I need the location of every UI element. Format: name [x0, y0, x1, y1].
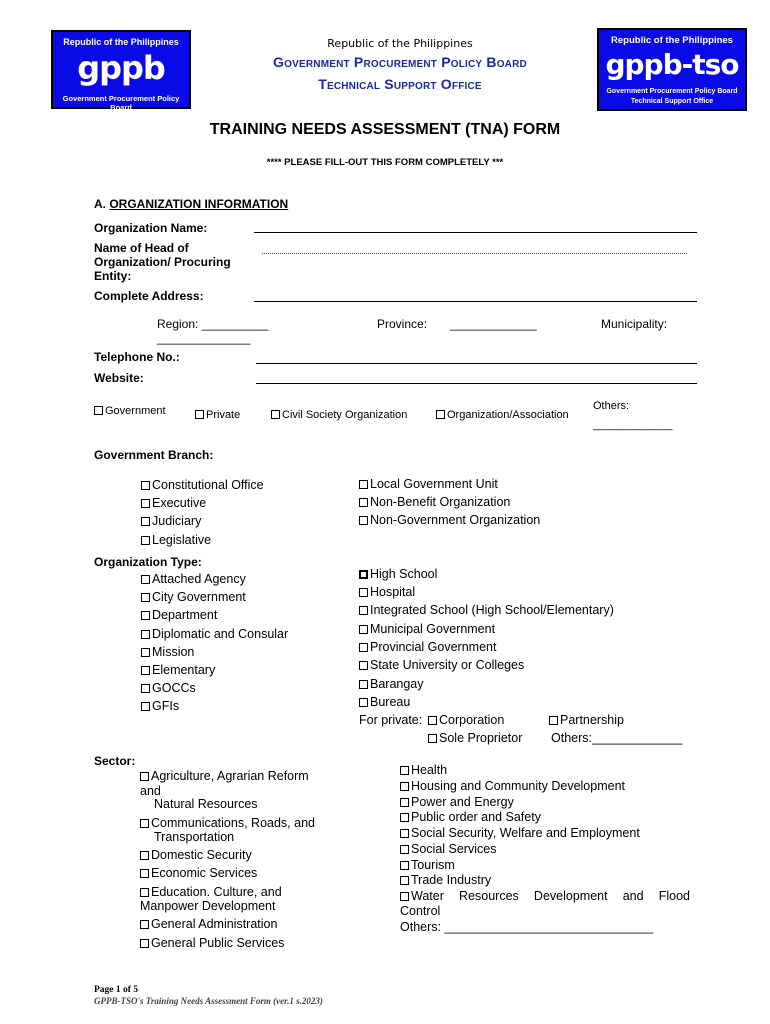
- checkbox-box: [141, 648, 150, 657]
- checkbox-box: [140, 888, 149, 897]
- private-others-field[interactable]: Others:_____________: [551, 731, 683, 745]
- option-label: Non-Benefit Organization: [370, 495, 511, 509]
- checkbox-box: [359, 698, 368, 707]
- form-title: TRAINING NEEDS ASSESSMENT (TNA) FORM: [209, 121, 561, 138]
- logo-right-mark: gppb-tso: [605, 48, 739, 81]
- organization-type-label: Organization Type:: [94, 555, 202, 569]
- checkbox-hospital[interactable]: [359, 585, 415, 599]
- logo-right-top-text: Republic of the Philippines: [611, 35, 733, 46]
- checkbox-education[interactable]: [140, 885, 282, 899]
- checkbox-box: [359, 661, 368, 670]
- checkbox-gfis[interactable]: [141, 699, 179, 713]
- region-continuation[interactable]: ______________: [157, 331, 251, 345]
- checkbox-box: [140, 772, 149, 781]
- checkbox-non-benefit-org[interactable]: [359, 495, 510, 509]
- checkbox-box: [141, 481, 150, 490]
- others-label: Others:: [593, 400, 630, 412]
- option-label: Housing and Community Development: [411, 779, 625, 793]
- option-civil-society: Civil Society Organization: [282, 409, 408, 421]
- checkbox-trade-industry[interactable]: [400, 873, 491, 887]
- checkbox-box: [549, 716, 558, 725]
- checkbox-box: [271, 410, 280, 419]
- checkbox-elementary[interactable]: [141, 663, 215, 677]
- option-label: Communications, Roads, and: [151, 816, 315, 830]
- website-field[interactable]: [256, 383, 697, 384]
- checkbox-box: [359, 480, 368, 489]
- checkbox-constitutional-office[interactable]: [141, 478, 264, 492]
- checkbox-bureau[interactable]: [359, 695, 410, 709]
- checkbox-state-university[interactable]: [359, 658, 524, 672]
- checkbox-local-government-unit[interactable]: [359, 477, 498, 491]
- municipality-label: Municipality:: [601, 317, 668, 331]
- option-label: Health: [411, 763, 448, 777]
- agriculture-cont-2: Natural Resources: [154, 797, 258, 811]
- checkbox-city-government[interactable]: [141, 590, 246, 604]
- option-label: Economic Services: [151, 866, 258, 880]
- checkbox-box: [400, 876, 409, 885]
- checkbox-box: [359, 570, 368, 579]
- option-label: City Government: [152, 590, 246, 604]
- option-label: Judiciary: [152, 514, 202, 528]
- checkbox-box: [140, 851, 149, 860]
- checkbox-box: [141, 611, 150, 620]
- checkbox-box: [140, 869, 149, 878]
- checkbox-box: [141, 575, 150, 584]
- checkbox-attached-agency[interactable]: [141, 572, 246, 586]
- option-private: Private: [206, 409, 241, 421]
- address-field[interactable]: [254, 301, 697, 302]
- province-field[interactable]: _____________: [450, 317, 537, 331]
- sector-label: Sector:: [94, 754, 136, 768]
- option-label: Municipal Government: [370, 622, 496, 636]
- option-label: Provincial Government: [370, 640, 497, 654]
- checkbox-box: [141, 630, 150, 639]
- checkbox-agriculture[interactable]: [140, 769, 309, 783]
- telephone-label: Telephone No.:: [94, 350, 180, 364]
- option-label: GOCCs: [152, 681, 196, 695]
- head-label-1: Name of Head of: [94, 241, 189, 255]
- logo-right-bottom-line2: Technical Support Office: [630, 98, 714, 105]
- checkbox-box: [359, 516, 368, 525]
- checkbox-box: [359, 643, 368, 652]
- gppb-logo: [51, 30, 191, 112]
- checkbox-communications[interactable]: [140, 816, 315, 830]
- org-name-label: Organization Name:: [94, 221, 208, 235]
- option-label: Tourism: [411, 858, 455, 872]
- option-label: Integrated School (High School/Elementary): [370, 603, 614, 617]
- water-resources-cont: Control: [400, 904, 441, 918]
- education-cont: Manpower Development: [140, 899, 276, 913]
- option-label: State University or Colleges: [370, 658, 525, 672]
- logo-left-top-text: Republic of the Philippines: [63, 37, 179, 47]
- option-label: Education. Culture, and: [151, 885, 282, 899]
- checkbox-box: [428, 734, 437, 743]
- checkbox-government[interactable]: [94, 405, 166, 417]
- gppb-tso-logo: [597, 28, 747, 111]
- checkbox-box: [400, 829, 409, 838]
- checkbox-box: [141, 499, 150, 508]
- checkbox-box: [359, 606, 368, 615]
- option-label: Attached Agency: [152, 572, 246, 586]
- checkbox-goccs[interactable]: [141, 681, 196, 695]
- checkbox-box: [140, 819, 149, 828]
- address-label: Complete Address:: [94, 289, 204, 303]
- checkbox-general-administration[interactable]: [140, 917, 277, 931]
- checkbox-box: [359, 588, 368, 597]
- checkbox-corporation[interactable]: [428, 713, 504, 727]
- logo-left-mark: gppb: [77, 49, 165, 87]
- option-label: Mission: [152, 645, 195, 659]
- checkbox-social-security[interactable]: [400, 826, 640, 840]
- agriculture-cont-1: and: [140, 784, 161, 798]
- option-label: Sole Proprietor: [439, 731, 523, 745]
- for-private-label: For private:: [359, 713, 423, 727]
- checkbox-municipal-government[interactable]: [359, 622, 495, 636]
- checkbox-box: [400, 861, 409, 870]
- option-label: Non-Government Organization: [370, 513, 541, 527]
- government-branch-label: Government Branch:: [94, 448, 214, 462]
- checkbox-box: [141, 593, 150, 602]
- checkbox-water-resources[interactable]: [400, 889, 690, 903]
- others-field[interactable]: _____________: [593, 419, 673, 431]
- checkbox-judiciary[interactable]: [141, 514, 201, 528]
- checkbox-box: [94, 406, 103, 415]
- page-number: Page 1 of 5: [94, 985, 139, 995]
- checkbox-private[interactable]: [195, 409, 240, 421]
- checkbox-box: [141, 517, 150, 526]
- checkbox-legislative[interactable]: [141, 533, 211, 547]
- option-label: Trade Industry: [411, 873, 492, 887]
- option-label: Water Resources Development and Flood: [411, 889, 690, 903]
- checkbox-sole-proprietor[interactable]: [428, 731, 522, 745]
- checkbox-box: [359, 498, 368, 507]
- option-label: Corporation: [439, 713, 505, 727]
- section-a-heading: [94, 197, 288, 211]
- option-label: Diplomatic and Consular: [152, 627, 289, 641]
- checkbox-box: [141, 666, 150, 675]
- org-name-field[interactable]: [254, 232, 697, 233]
- checkbox-general-public-services[interactable]: [140, 936, 284, 950]
- option-label: Agriculture, Agrarian Reform: [151, 769, 309, 783]
- checkbox-box: [436, 410, 445, 419]
- section-a-title: ORGANIZATION INFORMATION: [109, 197, 289, 211]
- checkbox-organization-association[interactable]: [436, 409, 569, 421]
- checkbox-domestic-security[interactable]: [140, 848, 252, 862]
- checkbox-department[interactable]: [141, 608, 217, 622]
- checkbox-box: [141, 536, 150, 545]
- logo-right-bottom-line1: Government Procurement Policy Board: [606, 88, 738, 95]
- option-label: Public order and Safety: [411, 810, 541, 824]
- communications-cont: Transportation: [154, 830, 235, 844]
- checkbox-health[interactable]: [400, 763, 447, 777]
- checkbox-box: [400, 845, 409, 854]
- option-organization-association: Organization/Association: [447, 409, 569, 421]
- section-a-prefix: A.: [94, 197, 106, 211]
- option-label: GFIs: [152, 699, 180, 713]
- head-label-2: Organization/ Procuring: [94, 255, 231, 269]
- option-label: General Public Services: [151, 936, 285, 950]
- checkbox-social-services[interactable]: [400, 842, 496, 856]
- checkbox-box: [359, 625, 368, 634]
- option-government: Government: [105, 405, 166, 417]
- checkbox-high-school[interactable]: [359, 567, 437, 581]
- checkbox-tourism[interactable]: [400, 858, 455, 872]
- agency-office: Technical Support Office: [318, 76, 482, 92]
- telephone-field[interactable]: [256, 363, 697, 364]
- republic-text: Republic of the Philippines: [327, 37, 473, 50]
- checkbox-box: [400, 766, 409, 775]
- checkbox-box: [140, 920, 149, 929]
- option-label: Domestic Security: [151, 848, 252, 862]
- checkbox-partnership[interactable]: [549, 713, 624, 727]
- checkbox-box: [400, 813, 409, 822]
- option-label: Partnership: [560, 713, 624, 727]
- checkbox-executive[interactable]: [141, 496, 206, 510]
- option-label: Bureau: [370, 695, 411, 709]
- option-label: Elementary: [152, 663, 216, 677]
- option-label: Power and Energy: [411, 795, 514, 809]
- checkbox-power-energy[interactable]: [400, 795, 514, 809]
- checkbox-box: [141, 702, 150, 711]
- region-label[interactable]: Region: __________: [157, 317, 269, 331]
- checkbox-box: [359, 680, 368, 689]
- option-label: Social Services: [411, 842, 497, 856]
- option-label: Local Government Unit: [370, 477, 498, 491]
- sector-others-field[interactable]: Others: ______________________________: [400, 920, 654, 934]
- checkbox-non-government-org[interactable]: [359, 513, 540, 527]
- option-label: Executive: [152, 496, 207, 510]
- checkbox-barangay[interactable]: [359, 677, 424, 691]
- checkbox-box: [400, 892, 409, 901]
- option-label: General Administration: [151, 917, 278, 931]
- option-label: Department: [152, 608, 218, 622]
- checkbox-box: [400, 798, 409, 807]
- option-label: High School: [370, 567, 438, 581]
- checkbox-box: [428, 716, 437, 725]
- option-label: Hospital: [370, 585, 416, 599]
- option-label: Constitutional Office: [152, 478, 264, 492]
- option-label: Legislative: [152, 533, 212, 547]
- checkbox-box: [141, 684, 150, 693]
- checkbox-box: [140, 939, 149, 948]
- option-label: Barangay: [370, 677, 424, 691]
- option-label: Social Security, Welfare and Employment: [411, 826, 640, 840]
- checkbox-diplomatic-consular[interactable]: [141, 627, 288, 641]
- checkbox-economic-services[interactable]: [140, 866, 257, 880]
- checkbox-provincial-government[interactable]: [359, 640, 496, 654]
- checkbox-box: [195, 410, 204, 419]
- checkbox-public-order[interactable]: [400, 810, 541, 824]
- head-name-field[interactable]: [262, 253, 687, 254]
- checkbox-housing[interactable]: [400, 779, 625, 793]
- checkbox-integrated-school[interactable]: [359, 603, 614, 617]
- head-label-3: Entity:: [94, 269, 132, 283]
- checkbox-mission[interactable]: [141, 645, 194, 659]
- province-label: Province:: [377, 317, 428, 331]
- document-version: GPPB-TSO's Training Needs Assessment Form (ver.1 s.2023): [94, 996, 323, 1006]
- checkbox-box: [400, 782, 409, 791]
- logo-left-bottom-text: Government Procurement Policy Board: [62, 94, 180, 112]
- agency-name: Government Procurement Policy Board: [273, 54, 527, 70]
- website-label: Website:: [94, 371, 144, 385]
- instruction-text: **** PLEASE FILL-OUT THIS FORM COMPLETELY ***: [266, 157, 504, 168]
- checkbox-civil-society[interactable]: [271, 409, 407, 421]
